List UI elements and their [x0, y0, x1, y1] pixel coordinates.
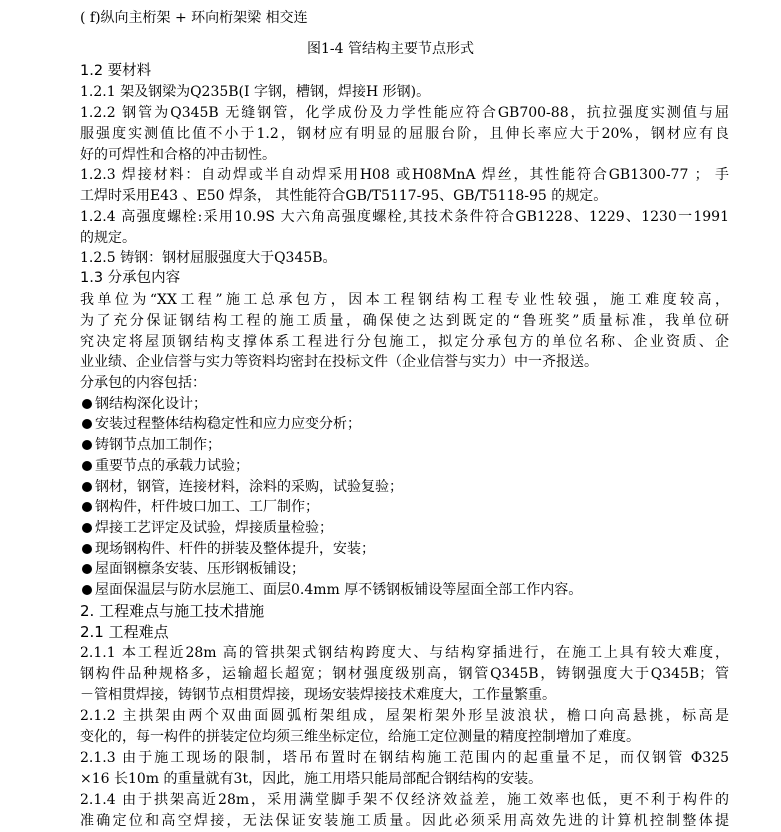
list-item: 现场钢构件、杆件的拼装及整体提升，安装；: [80, 539, 375, 559]
list-item: 焊接工艺评定及试验，焊接质量检验；: [80, 518, 333, 538]
para-2-1-1-line: 2.1.1 本工程近28m 高的管拱架式钢结构跨度大、与结构穿插进行，在施工上具有较大难度，: [80, 645, 729, 661]
para-1-3-line: 我单位为“XX工程”施工总承包方，因本工程钢结构工程专业性较强，施工难度较高，: [80, 292, 729, 308]
para-2-1-3-line: ×16 长10m 的重量就有3t，因此，施工用塔只能局部配合钢结构的安装。: [80, 771, 543, 787]
top-caption: ( f)纵向主桁架 + 环向桁架梁 相交连: [80, 10, 308, 26]
para-1-2-5: 1.2.5 铸钢：钢材屈服强度大于Q345B。: [80, 250, 337, 266]
para-1-2-1: 1.2.1 架及钢梁为Q235B(I 字钢，槽钢，焊接H 形钢)。: [80, 84, 431, 100]
para-2-1-3-line: 2.1.3 由于施工现场的限制，塔吊布置时在钢结构施工范围内的起重量不足，而仅钢管 Φ325: [80, 750, 729, 766]
list-item: 屋面保温层与防水层施工、面层0.4mm 厚不锈钢板铺设等屋面全部工作内容。: [80, 580, 582, 600]
list-item: 钢结构深化设计；: [80, 394, 207, 414]
list-item: 铸钢节点加工制作；: [80, 435, 221, 455]
bullet-icon: [82, 523, 92, 533]
para-1-2-2-line: 1.2.2 钢管为Q345B 无缝钢管，化学成份及力学性能应符合GB700-88，抗拉强度实测值与屈: [80, 105, 729, 121]
para-1-2-3-line: 工焊时采用E43 、E50 焊条， 其性能符合GB/T5117-95、GB/T5118-95 的规定。: [80, 188, 608, 204]
para-1-2-2-line: 好的可焊性和合格的冲击韧性。: [80, 147, 276, 163]
bullet-icon: [82, 502, 92, 512]
section-heading-2-1: 2.1 工程难点: [80, 623, 169, 641]
para-1-3-line: 业业绩、企业信誉与实力等资料均密封在投标文件（企业信誉与实力）中一齐报送。: [80, 354, 598, 370]
bullet-icon: [82, 544, 92, 554]
list-item: 钢材，钢管，连接材料，涂料的采购，试验复验；: [80, 477, 403, 497]
list-item: 钢构件，杆件坡口加工、工厂制作；: [80, 497, 319, 517]
para-1-3-line: 为了充分保证钢结构工程的施工质量，确保使之达到既定的“鲁班奖”质量标准，我单位研: [80, 313, 729, 329]
para-1-2-4-line: 1.2.4 高强度螺栓:采用10.9S 大六角高强度螺栓,其技术条件符合GB1228、1229、1230一1991: [80, 209, 729, 225]
para-1-2-4-line: 的规定。: [80, 230, 136, 246]
para-2-1-1-line: 钢构件品种规格多，运输超长超宽；钢材强度级别高，钢管Q345B，铸钢强度大于Q345B；管: [80, 666, 729, 682]
section-heading-1-3: 1.3 分承包内容: [80, 270, 181, 286]
bullet-icon: [82, 440, 92, 450]
list-item: 屋面钢檩条安装、压形钢板铺设；: [80, 559, 305, 579]
para-2-1-1-line: －管相贯焊接，铸钢节点相贯焊接，现场安装焊接技术难度大，工作量繁重。: [80, 687, 556, 703]
para-2-1-2-line: 变化的，每一构件的拼装定位均须三维坐标定位，给施工定位测量的精度控制增加了难度。: [80, 729, 640, 745]
bullet-icon: [82, 482, 92, 492]
bullet-icon: [82, 564, 92, 574]
bullet-icon: [82, 461, 92, 471]
para-1-2-3-line: 1.2.3 焊接材料：自动焊或半自动焊采用H08 或H08MnA 焊丝，其性能符合GB1300-77 ； 手: [80, 167, 729, 183]
list-item: 重要节点的承载力试验；: [80, 456, 249, 476]
figure-caption: 图1-4 管结构主要节点形式: [307, 41, 474, 57]
section-heading-2: 2. 工程难点与施工技术措施: [80, 602, 265, 620]
bullet-icon: [82, 585, 92, 595]
para-2-1-2-line: 2.1.2 主拱架由两个双曲面圆弧桁架组成，屋架桁架外形呈波浪状，檐口向高悬挑，标高是: [80, 708, 729, 724]
para-2-1-4-line: 2.1.4 由于拱架高近28m，采用满堂脚手架不仅经济效益差，施工效率也低，更不利于构件的: [80, 792, 729, 808]
bullet-icon: [82, 399, 92, 409]
bullet-icon: [82, 419, 92, 429]
para-2-1-4-line: 准确定位和高空焊接，无法保证安装施工质量。因此必须采用高效先进的计算机控制整体提: [80, 813, 729, 829]
section-heading-1-2: 1.2 要材料: [80, 63, 152, 79]
list-item: 安装过程整体结构稳定性和应力应变分析；: [80, 414, 361, 434]
para-1-3-line: 究决定将屋顶钢结构支撑体系工程进行分包施工，拟定分承包方的单位名称、企业资质、企: [80, 334, 729, 350]
para-1-2-2-line: 服强度实测值比值不小于1.2，钢材应有明显的屈服台阶，且伸长率应大于20%，钢材应有良: [80, 126, 729, 142]
list-intro: 分承包的内容包括：: [80, 375, 206, 391]
